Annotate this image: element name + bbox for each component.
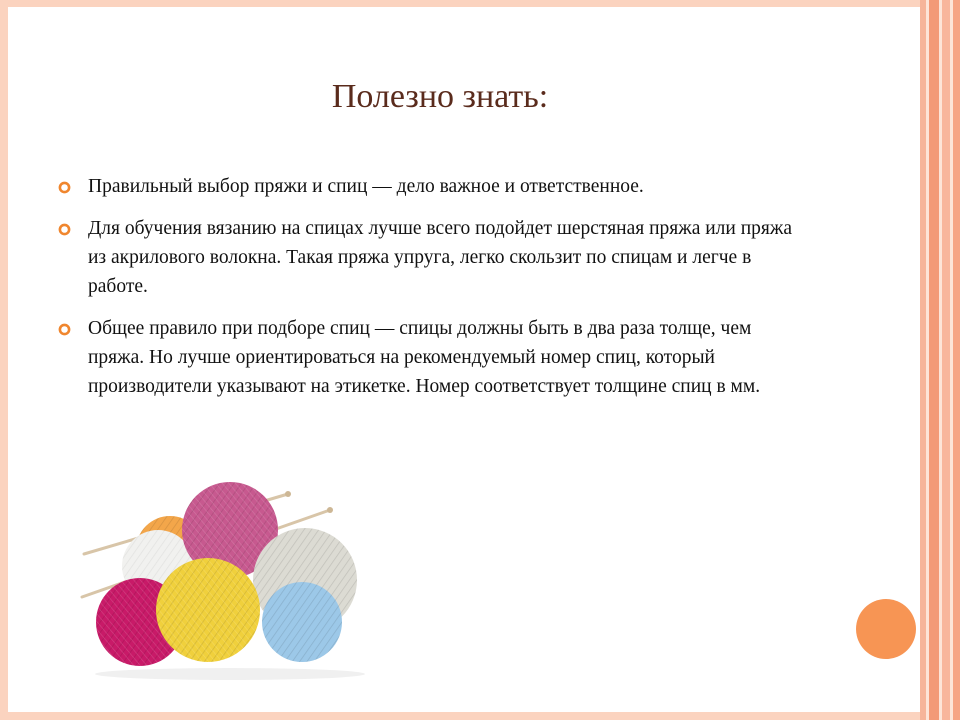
yarn-ball-yellow [156, 558, 260, 662]
stripe [942, 0, 950, 720]
stripe [953, 0, 960, 720]
slide-frame-top [0, 0, 920, 7]
bullet-text: Правильный выбор пряжи и спиц — дело важное и ответственное. [88, 176, 644, 197]
yarn-ball-blue [262, 582, 342, 662]
slide-title: Полезно знать: [331, 78, 549, 115]
shadow [95, 668, 365, 680]
slide-frame-bottom [0, 712, 920, 720]
bullet-item [58, 214, 798, 301]
decorative-accent-circle [856, 599, 916, 659]
decorative-stripes [920, 0, 960, 720]
yarn-balls-image [80, 462, 385, 692]
stripe [929, 0, 939, 720]
bullet-list [58, 172, 798, 414]
bullet-ring-icon [58, 223, 71, 236]
bullet-item [58, 314, 798, 401]
bullet-item [58, 172, 798, 201]
bullet-ring-icon [58, 323, 71, 336]
bullet-text: Для обучения вязанию на спицах лучше всего подойдет шерстяная пряжа или пряжа из акрилового волокна. Такая пряжа упруга, легко скользит по спицам и легче в работе. [88, 218, 793, 297]
bullet-ring-icon [58, 181, 71, 194]
bullet-text: Общее правило при подборе спиц — спицы должны быть в два раза толще, чем пряжа. Но лучше ориентироваться на рекомендуемый номер спиц, который производители указывают на этикетке. Номер соответствует толщине спиц в мм. [88, 318, 761, 397]
slide-frame-left [0, 0, 8, 720]
